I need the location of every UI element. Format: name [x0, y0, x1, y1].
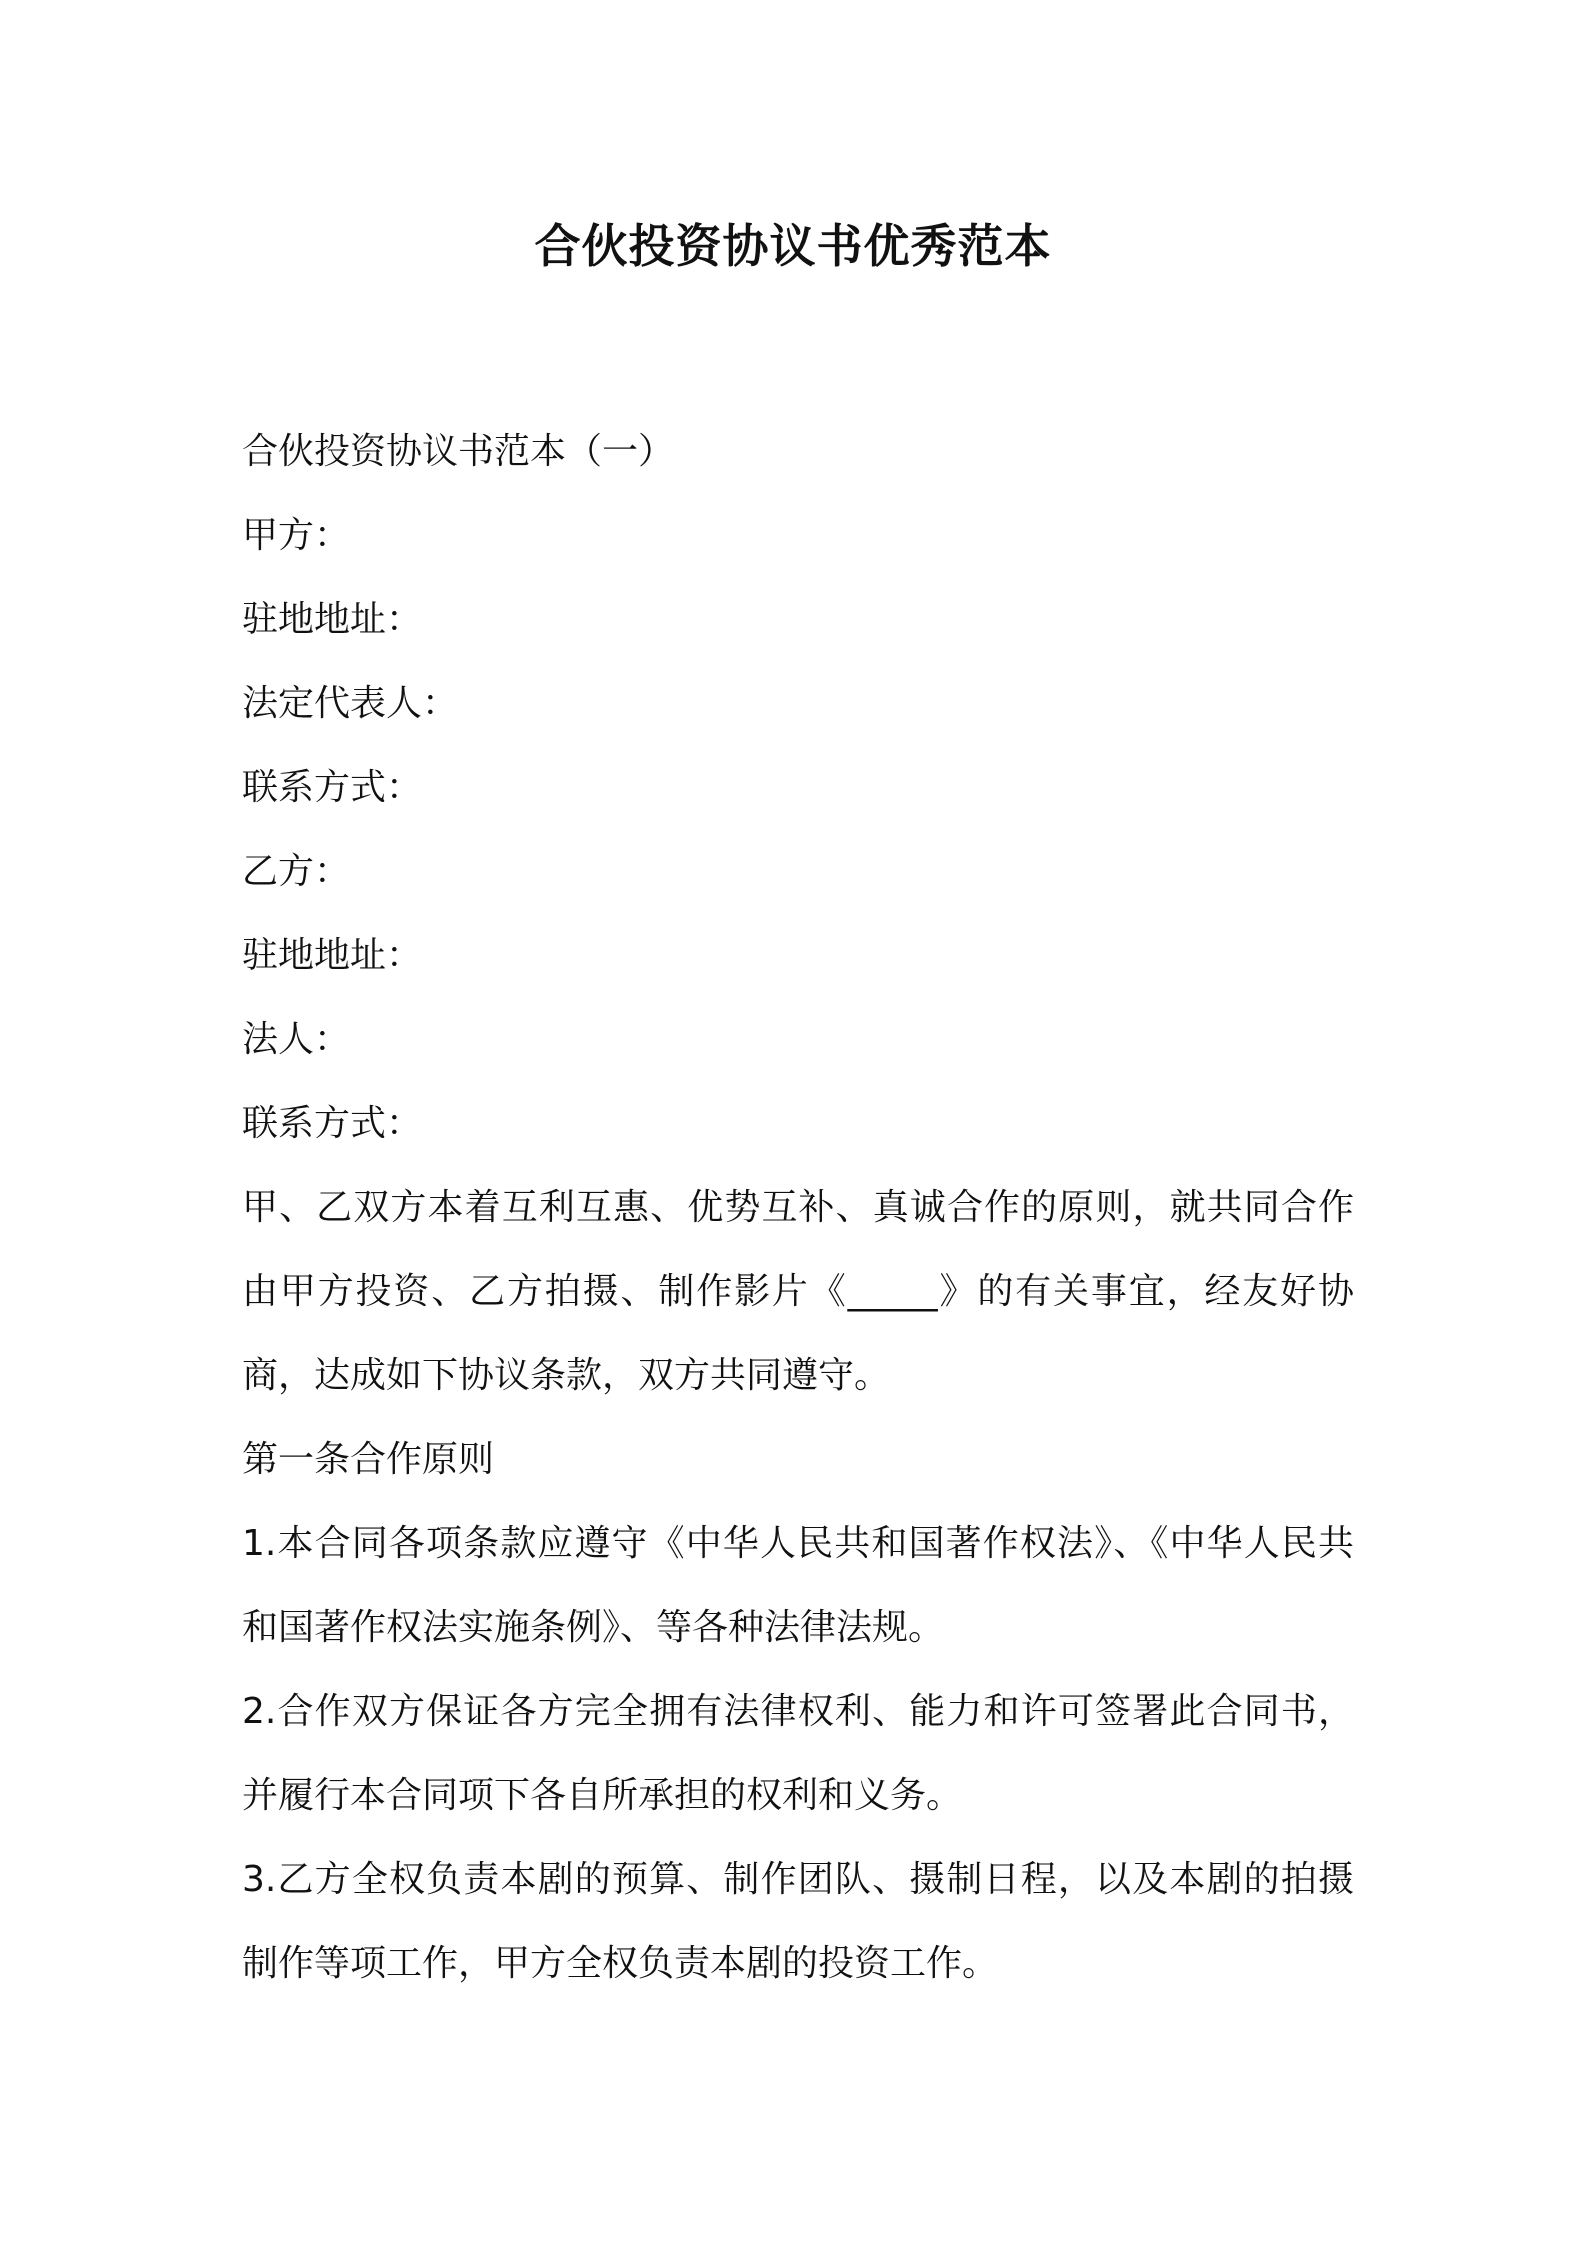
party-a-contact-label: 联系方式： [242, 767, 423, 808]
intro-paragraph: 甲、乙双方本着互利互惠、优势互补、真诚合作的原则，就共同合作由甲方投资、乙方拍摄、制作影片《_____》的有关事宜，经友好协商，达成如下协议条款，双方共同遵守。 [242, 1187, 1354, 1396]
party-b-representative-label: 法人： [242, 1019, 351, 1060]
article-1-clause: 2.合作双方保证各方完全拥有法律权利、能力和许可签署此合同书，并履行本合同项下各自所承担的权利和义务。 [242, 1691, 1354, 1816]
party-b-address-label: 驻地地址： [242, 935, 423, 976]
party-a-representative-label: 法定代表人： [242, 683, 459, 724]
document-body [242, 410, 1354, 2006]
party-b-label: 乙方： [242, 851, 351, 892]
party-a-address-label: 驻地地址： [242, 599, 423, 640]
document-subtitle: 合伙投资协议书范本（一） [242, 431, 675, 472]
party-a-label: 甲方： [242, 515, 351, 556]
article-1-clause: 3.乙方全权负责本剧的预算、制作团队、摄制日程，以及本剧的拍摄制作等项工作，甲方全权负责本剧的投资工作。 [242, 1859, 1354, 1984]
article-1-heading: 第一条合作原则 [242, 1439, 495, 1480]
article-1-clause: 1.本合同各项条款应遵守《中华人民共和国著作权法》、《中华人民共和国著作权法实施条例》、等各种法律法规。 [242, 1523, 1354, 1648]
document-title: 合伙投资协议书优秀范本 [534, 219, 1052, 273]
party-b-contact-label: 联系方式： [242, 1103, 423, 1144]
